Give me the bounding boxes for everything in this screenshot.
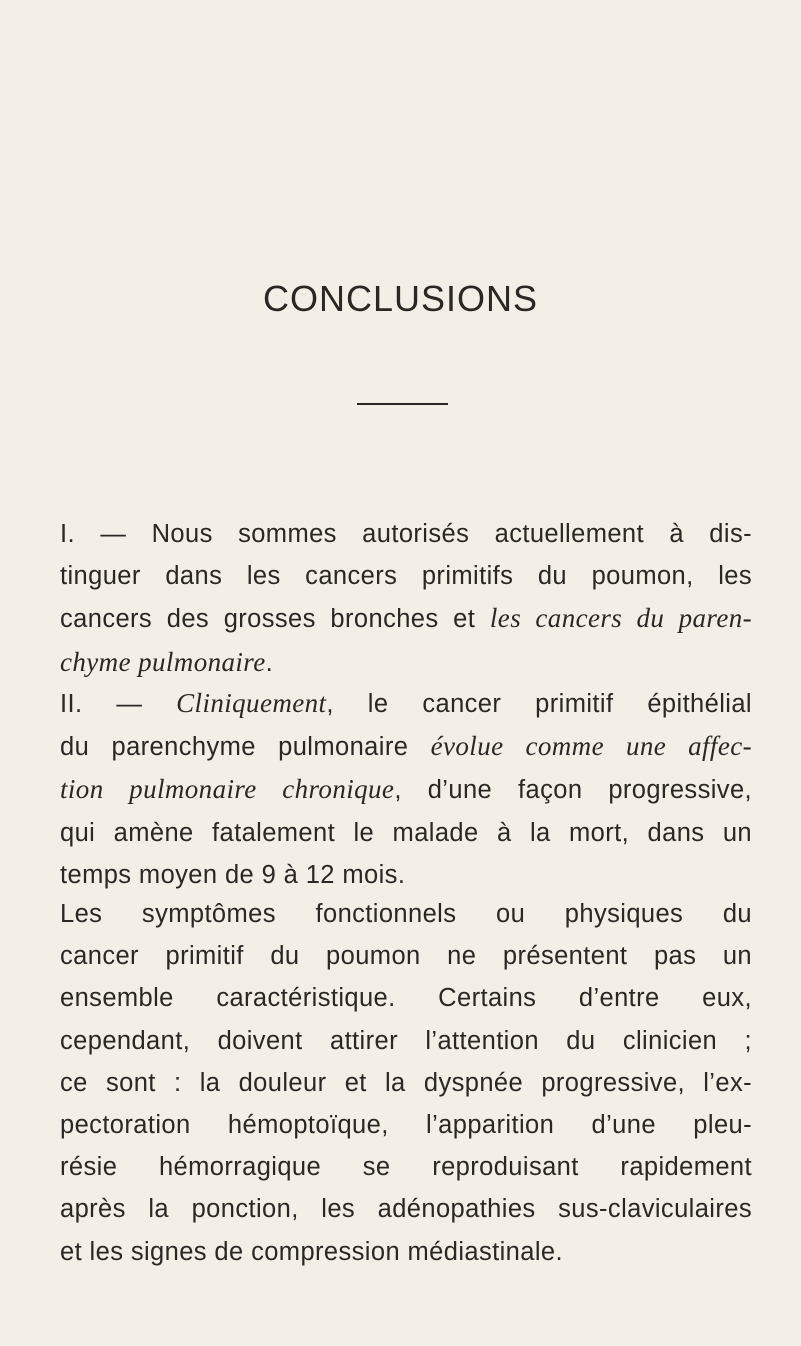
text-line (60, 513, 752, 555)
text-line (60, 725, 752, 768)
text-run: résie hémorragique se reproduisant rapidement (60, 1153, 752, 1182)
text-run: qui amène fatalement le malade à la mort, dans un (60, 818, 752, 847)
text-line (60, 1188, 752, 1230)
paragraph-3 (60, 893, 752, 1273)
text-line (60, 977, 752, 1019)
text-run: du parenchyme pulmonaire (60, 733, 431, 762)
text-run: pectoration hémoptoïque, l’apparition d’une pleu- (60, 1111, 752, 1140)
text-line (60, 893, 752, 935)
paragraph-1 (60, 513, 752, 684)
text-line (60, 597, 752, 640)
text-line (60, 682, 752, 725)
text-run: , d’une façon progressive, (394, 776, 753, 805)
text-line (60, 854, 752, 896)
text-line (60, 1104, 752, 1146)
text-line (60, 1020, 752, 1062)
text-run: cependant, doivent attirer l’attention du clinicien ; (60, 1026, 752, 1055)
text-line (60, 1231, 752, 1273)
italic-text: Cliniquement (176, 688, 327, 718)
text-run: cancer primitif du poumon ne présentent pas un (60, 942, 752, 971)
text-run: ensemble caractéristique. Certains d’entre eux, (60, 984, 752, 1013)
text-line (60, 1062, 752, 1104)
text-run: , le cancer primitif épithélial (326, 690, 752, 718)
text-run: cancers des grosses bronches et (60, 605, 490, 634)
text-run: et les signes de compression médiastinale. (60, 1237, 563, 1266)
italic-text: évolue comme une affec- (430, 731, 752, 762)
text-run: temps moyen de 9 à 12 mois. (60, 860, 406, 889)
text-line (60, 935, 752, 977)
text-line (60, 812, 752, 854)
italic-text: tion pulmonaire chronique (60, 774, 395, 805)
paragraph-2 (60, 682, 752, 896)
text-line (60, 555, 752, 597)
text-run: tinguer dans les cancers primitifs du poumon, les (60, 562, 752, 591)
text-run: ce sont : la douleur et la dyspnée progressive, l’ex- (60, 1068, 752, 1097)
text-run: Les symptômes fonctionnels ou physiques du (60, 900, 752, 928)
text-line (60, 1146, 752, 1188)
page-title: CONCLUSIONS (262, 278, 539, 319)
text-run: II. — (60, 690, 177, 718)
title-divider (357, 403, 448, 405)
italic-text: les cancers du paren- (489, 603, 752, 634)
text-run: I. — Nous sommes autorisés actuellement à dis- (60, 520, 752, 548)
italic-text: chyme pulmonaire (60, 646, 266, 677)
text-line (60, 641, 752, 684)
text-line (60, 768, 752, 811)
text-run: après la ponction, les adénopathies sus-claviculaires (60, 1195, 752, 1224)
text-run: . (265, 648, 274, 677)
